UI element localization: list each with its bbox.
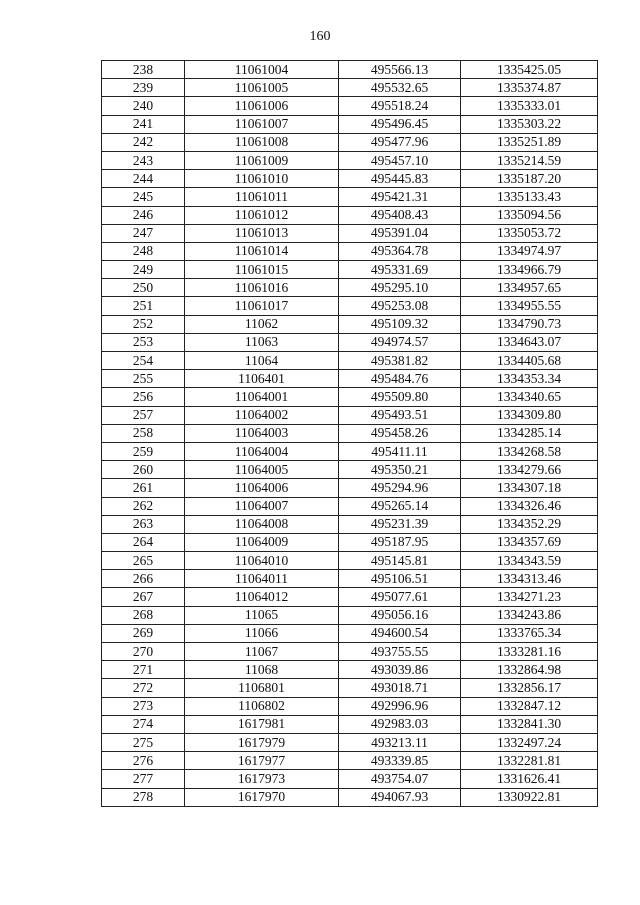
point-id-cell: 1106401	[185, 370, 339, 388]
x-coordinate-cell: 495231.39	[339, 515, 461, 533]
point-id-cell: 11061015	[185, 261, 339, 279]
y-coordinate-cell: 1334955.55	[461, 297, 598, 315]
point-id-cell: 11061004	[185, 61, 339, 79]
point-id-cell: 11064009	[185, 533, 339, 551]
table-row	[102, 552, 598, 570]
point-id-cell: 11065	[185, 606, 339, 624]
page-number: 160	[309, 29, 331, 44]
x-coordinate-cell: 495509.80	[339, 388, 461, 406]
x-coordinate-cell: 495457.10	[339, 151, 461, 169]
point-id-cell: 11061005	[185, 79, 339, 97]
point-id-cell: 11061017	[185, 297, 339, 315]
x-coordinate-cell: 495421.31	[339, 188, 461, 206]
point-id-cell: 11064003	[185, 424, 339, 442]
table-row	[102, 406, 598, 424]
x-coordinate-cell: 495493.51	[339, 406, 461, 424]
table-row	[102, 788, 598, 806]
y-coordinate-cell: 1334243.86	[461, 606, 598, 624]
point-id-cell: 11066	[185, 624, 339, 642]
row-number-cell: 258	[102, 424, 185, 442]
point-id-cell: 11061013	[185, 224, 339, 242]
row-number-cell: 267	[102, 588, 185, 606]
point-id-cell: 1106801	[185, 679, 339, 697]
y-coordinate-cell: 1334957.65	[461, 279, 598, 297]
row-number-cell: 238	[102, 61, 185, 79]
x-coordinate-cell: 495458.26	[339, 424, 461, 442]
table-row	[102, 370, 598, 388]
y-coordinate-cell: 1334974.97	[461, 242, 598, 260]
table-row	[102, 497, 598, 515]
table-row	[102, 352, 598, 370]
row-number-cell: 254	[102, 352, 185, 370]
point-id-cell: 11061010	[185, 170, 339, 188]
row-number-cell: 274	[102, 715, 185, 733]
x-coordinate-cell: 495496.45	[339, 115, 461, 133]
table-row	[102, 133, 598, 151]
x-coordinate-cell: 493039.86	[339, 661, 461, 679]
table-row	[102, 679, 598, 697]
y-coordinate-cell: 1334352.29	[461, 515, 598, 533]
point-id-cell: 1617981	[185, 715, 339, 733]
row-number-cell: 244	[102, 170, 185, 188]
point-id-cell: 11063	[185, 333, 339, 351]
y-coordinate-cell: 1334313.46	[461, 570, 598, 588]
row-number-cell: 270	[102, 643, 185, 661]
y-coordinate-cell: 1332856.17	[461, 679, 598, 697]
point-id-cell: 11064002	[185, 406, 339, 424]
x-coordinate-cell: 495077.61	[339, 588, 461, 606]
x-coordinate-cell: 492983.03	[339, 715, 461, 733]
point-id-cell: 11064004	[185, 442, 339, 460]
y-coordinate-cell: 1331626.41	[461, 770, 598, 788]
row-number-cell: 260	[102, 461, 185, 479]
row-number-cell: 276	[102, 752, 185, 770]
point-id-cell: 11064011	[185, 570, 339, 588]
y-coordinate-cell: 1334285.14	[461, 424, 598, 442]
table-row	[102, 479, 598, 497]
x-coordinate-cell: 495484.76	[339, 370, 461, 388]
y-coordinate-cell: 1334307.18	[461, 479, 598, 497]
row-number-cell: 259	[102, 442, 185, 460]
x-coordinate-cell: 495518.24	[339, 97, 461, 115]
table-row	[102, 643, 598, 661]
row-number-cell: 252	[102, 315, 185, 333]
table-row	[102, 442, 598, 460]
y-coordinate-cell: 1333765.34	[461, 624, 598, 642]
y-coordinate-cell: 1332847.12	[461, 697, 598, 715]
y-coordinate-cell: 1334357.69	[461, 533, 598, 551]
x-coordinate-cell: 495187.95	[339, 533, 461, 551]
row-number-cell: 275	[102, 733, 185, 751]
table-row	[102, 661, 598, 679]
table-row	[102, 279, 598, 297]
row-number-cell: 265	[102, 552, 185, 570]
point-id-cell: 1106802	[185, 697, 339, 715]
row-number-cell: 247	[102, 224, 185, 242]
row-number-cell: 240	[102, 97, 185, 115]
x-coordinate-cell: 495408.43	[339, 206, 461, 224]
y-coordinate-cell: 1335214.59	[461, 151, 598, 169]
table-row	[102, 188, 598, 206]
x-coordinate-cell: 495532.65	[339, 79, 461, 97]
y-coordinate-cell: 1335374.87	[461, 79, 598, 97]
y-coordinate-cell: 1334966.79	[461, 261, 598, 279]
x-coordinate-cell: 495265.14	[339, 497, 461, 515]
x-coordinate-cell: 493018.71	[339, 679, 461, 697]
y-coordinate-cell: 1335333.01	[461, 97, 598, 115]
point-id-cell: 11068	[185, 661, 339, 679]
coordinates-table-body	[102, 61, 598, 807]
y-coordinate-cell: 1330922.81	[461, 788, 598, 806]
y-coordinate-cell: 1334790.73	[461, 315, 598, 333]
y-coordinate-cell: 1334643.07	[461, 333, 598, 351]
row-number-cell: 266	[102, 570, 185, 588]
point-id-cell: 11064012	[185, 588, 339, 606]
row-number-cell: 264	[102, 533, 185, 551]
table-row	[102, 79, 598, 97]
row-number-cell: 272	[102, 679, 185, 697]
table-row	[102, 224, 598, 242]
x-coordinate-cell: 495295.10	[339, 279, 461, 297]
point-id-cell: 11064008	[185, 515, 339, 533]
row-number-cell: 278	[102, 788, 185, 806]
y-coordinate-cell: 1332864.98	[461, 661, 598, 679]
x-coordinate-cell: 495391.04	[339, 224, 461, 242]
y-coordinate-cell: 1334309.80	[461, 406, 598, 424]
x-coordinate-cell: 495056.16	[339, 606, 461, 624]
x-coordinate-cell: 495364.78	[339, 242, 461, 260]
point-id-cell: 11064006	[185, 479, 339, 497]
x-coordinate-cell: 492996.96	[339, 697, 461, 715]
y-coordinate-cell: 1335303.22	[461, 115, 598, 133]
x-coordinate-cell: 494067.93	[339, 788, 461, 806]
y-coordinate-cell: 1332841.30	[461, 715, 598, 733]
point-id-cell: 11067	[185, 643, 339, 661]
row-number-cell: 269	[102, 624, 185, 642]
table-row	[102, 461, 598, 479]
row-number-cell: 245	[102, 188, 185, 206]
point-id-cell: 11062	[185, 315, 339, 333]
table-row	[102, 624, 598, 642]
row-number-cell: 241	[102, 115, 185, 133]
point-id-cell: 1617977	[185, 752, 339, 770]
y-coordinate-cell: 1332281.81	[461, 752, 598, 770]
x-coordinate-cell: 495381.82	[339, 352, 461, 370]
x-coordinate-cell: 495350.21	[339, 461, 461, 479]
table-row	[102, 715, 598, 733]
point-id-cell: 1617970	[185, 788, 339, 806]
row-number-cell: 239	[102, 79, 185, 97]
row-number-cell: 277	[102, 770, 185, 788]
x-coordinate-cell: 495294.96	[339, 479, 461, 497]
point-id-cell: 11061016	[185, 279, 339, 297]
y-coordinate-cell: 1335187.20	[461, 170, 598, 188]
row-number-cell: 250	[102, 279, 185, 297]
point-id-cell: 11061011	[185, 188, 339, 206]
y-coordinate-cell: 1334340.65	[461, 388, 598, 406]
point-id-cell: 11061009	[185, 151, 339, 169]
row-number-cell: 256	[102, 388, 185, 406]
point-id-cell: 11064001	[185, 388, 339, 406]
table-row	[102, 61, 598, 79]
y-coordinate-cell: 1334343.59	[461, 552, 598, 570]
table-row	[102, 733, 598, 751]
row-number-cell: 263	[102, 515, 185, 533]
table-row	[102, 424, 598, 442]
point-id-cell: 11061006	[185, 97, 339, 115]
x-coordinate-cell: 495331.69	[339, 261, 461, 279]
row-number-cell: 268	[102, 606, 185, 624]
table-row	[102, 261, 598, 279]
x-coordinate-cell: 493339.85	[339, 752, 461, 770]
table-row	[102, 388, 598, 406]
row-number-cell: 242	[102, 133, 185, 151]
table-row	[102, 242, 598, 260]
y-coordinate-cell: 1334353.34	[461, 370, 598, 388]
table-row	[102, 315, 598, 333]
point-id-cell: 11064007	[185, 497, 339, 515]
coordinates-table	[101, 60, 598, 807]
x-coordinate-cell: 495145.81	[339, 552, 461, 570]
table-row	[102, 570, 598, 588]
x-coordinate-cell: 495411.11	[339, 442, 461, 460]
y-coordinate-cell: 1332497.24	[461, 733, 598, 751]
y-coordinate-cell: 1333281.16	[461, 643, 598, 661]
point-id-cell: 11061014	[185, 242, 339, 260]
y-coordinate-cell: 1335425.05	[461, 61, 598, 79]
table-row	[102, 97, 598, 115]
row-number-cell: 251	[102, 297, 185, 315]
table-row	[102, 297, 598, 315]
x-coordinate-cell: 494600.54	[339, 624, 461, 642]
x-coordinate-cell: 493754.07	[339, 770, 461, 788]
x-coordinate-cell: 495566.13	[339, 61, 461, 79]
row-number-cell: 253	[102, 333, 185, 351]
y-coordinate-cell: 1335251.89	[461, 133, 598, 151]
row-number-cell: 246	[102, 206, 185, 224]
point-id-cell: 11061007	[185, 115, 339, 133]
row-number-cell: 243	[102, 151, 185, 169]
point-id-cell: 11064	[185, 352, 339, 370]
row-number-cell: 255	[102, 370, 185, 388]
point-id-cell: 11064005	[185, 461, 339, 479]
table-row	[102, 515, 598, 533]
x-coordinate-cell: 493213.11	[339, 733, 461, 751]
y-coordinate-cell: 1335133.43	[461, 188, 598, 206]
table-row	[102, 151, 598, 169]
table-row	[102, 697, 598, 715]
y-coordinate-cell: 1335094.56	[461, 206, 598, 224]
y-coordinate-cell: 1334271.23	[461, 588, 598, 606]
row-number-cell: 249	[102, 261, 185, 279]
y-coordinate-cell: 1334268.58	[461, 442, 598, 460]
table-row	[102, 752, 598, 770]
x-coordinate-cell: 495445.83	[339, 170, 461, 188]
table-row	[102, 333, 598, 351]
y-coordinate-cell: 1334326.46	[461, 497, 598, 515]
table-row	[102, 606, 598, 624]
row-number-cell: 248	[102, 242, 185, 260]
table-row	[102, 170, 598, 188]
table-row	[102, 770, 598, 788]
point-id-cell: 1617973	[185, 770, 339, 788]
x-coordinate-cell: 493755.55	[339, 643, 461, 661]
x-coordinate-cell: 495477.96	[339, 133, 461, 151]
table-row	[102, 533, 598, 551]
y-coordinate-cell: 1334279.66	[461, 461, 598, 479]
row-number-cell: 257	[102, 406, 185, 424]
point-id-cell: 11061012	[185, 206, 339, 224]
x-coordinate-cell: 495253.08	[339, 297, 461, 315]
x-coordinate-cell: 494974.57	[339, 333, 461, 351]
point-id-cell: 11064010	[185, 552, 339, 570]
row-number-cell: 262	[102, 497, 185, 515]
x-coordinate-cell: 495106.51	[339, 570, 461, 588]
table-row	[102, 206, 598, 224]
y-coordinate-cell: 1334405.68	[461, 352, 598, 370]
point-id-cell: 1617979	[185, 733, 339, 751]
x-coordinate-cell: 495109.32	[339, 315, 461, 333]
point-id-cell: 11061008	[185, 133, 339, 151]
row-number-cell: 273	[102, 697, 185, 715]
table-row	[102, 588, 598, 606]
row-number-cell: 261	[102, 479, 185, 497]
row-number-cell: 271	[102, 661, 185, 679]
table-row	[102, 115, 598, 133]
y-coordinate-cell: 1335053.72	[461, 224, 598, 242]
